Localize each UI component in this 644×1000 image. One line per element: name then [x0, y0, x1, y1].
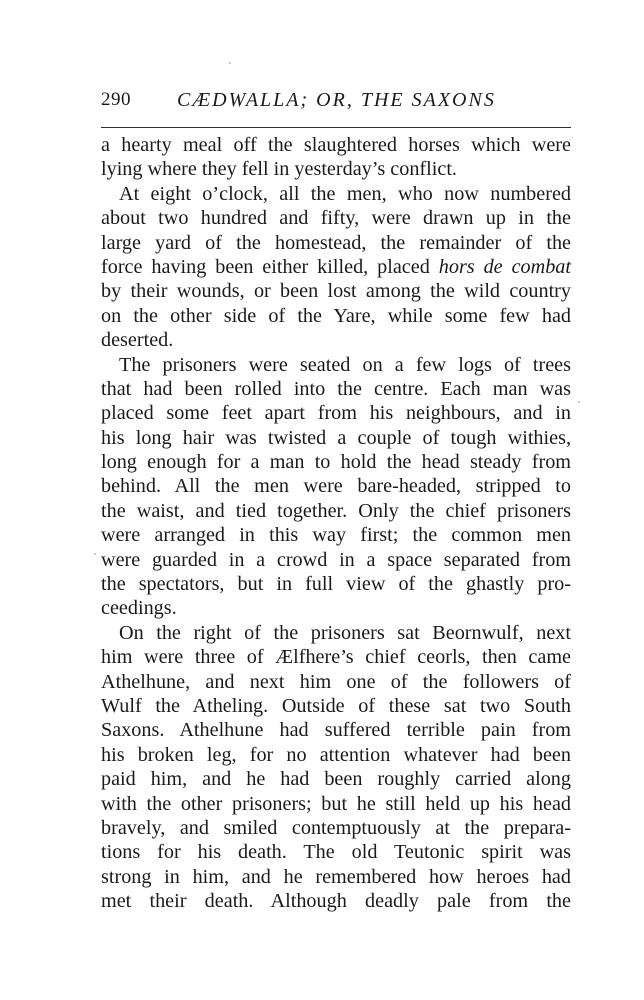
page-number: 290	[101, 89, 131, 110]
text-line: Saxons. Athelhune had suffered terrible pain from	[101, 719, 571, 742]
text-line: On the right of the prisoners sat Beornwulf, next	[119, 621, 571, 644]
text-line: deserted.	[101, 329, 174, 352]
text-line: him were three of Ælfhere’s chief ceorls, then came	[101, 646, 571, 669]
text-line: The prisoners were seated on a few logs of trees	[119, 353, 571, 376]
text-line: At eight o’clock, all the men, who now numbered	[119, 182, 571, 205]
paper-speck	[229, 62, 231, 64]
text-line: the waist, and tied together. Only the chief prisoners	[101, 499, 571, 522]
text-line: with the other prisoners; but he still held up his head	[101, 792, 571, 815]
text-line: force having been either killed, placed hors de combat	[101, 255, 571, 278]
text-line: were arranged in this way first; the common men	[101, 524, 571, 547]
text-line: paid him, and he had been roughly carried along	[101, 768, 571, 791]
text-line: his broken leg, for no attention whatever had been	[101, 743, 571, 766]
text-line: placed some feet apart from his neighbours, and in	[101, 402, 571, 425]
text-line: on the other side of the Yare, while some few had	[101, 304, 571, 327]
header-rule	[101, 127, 571, 128]
text-line: Wulf the Atheling. Outside of these sat two South	[101, 694, 571, 717]
paper-speck	[578, 401, 580, 403]
text-line: Athelhune, and next him one of the followers of	[101, 670, 571, 693]
text-line: bravely, and smiled contemptuously at the prepara-	[101, 816, 571, 839]
text-line: long enough for a man to hold the head steady from	[101, 451, 571, 474]
body-text	[101, 133, 571, 914]
text-line: his long hair was twisted a couple of tough withies,	[101, 426, 571, 449]
paper-speck	[94, 553, 96, 555]
text-line: about two hundred and fifty, were drawn up in the	[101, 207, 571, 230]
text-line: behind. All the men were bare-headed, stripped to	[101, 475, 571, 498]
text-line: by their wounds, or been lost among the wild country	[101, 280, 571, 303]
text-line: ceedings.	[101, 597, 177, 620]
text-line: the spectators, but in full view of the ghastly pro-	[101, 573, 571, 596]
text-line: strong in him, and he remembered how heroes had	[101, 865, 571, 888]
page-header	[101, 89, 571, 119]
text-line: tions for his death. The old Teutonic spirit was	[101, 841, 571, 864]
text-line: were guarded in a crowd in a space separated from	[101, 548, 571, 571]
text-line: met their death. Although deadly pale from the	[101, 890, 571, 913]
text-line: that had been rolled into the centre. Each man was	[101, 377, 571, 400]
text-line: large yard of the homestead, the remainder of the	[101, 231, 571, 254]
text-line: lying where they fell in yesterday’s conflict.	[101, 158, 457, 181]
italic-phrase: hors de combat	[438, 255, 571, 278]
text-line: a hearty meal off the slaughtered horses which were	[101, 134, 571, 156]
running-title: CÆDWALLA; OR, THE SAXONS	[177, 89, 496, 111]
